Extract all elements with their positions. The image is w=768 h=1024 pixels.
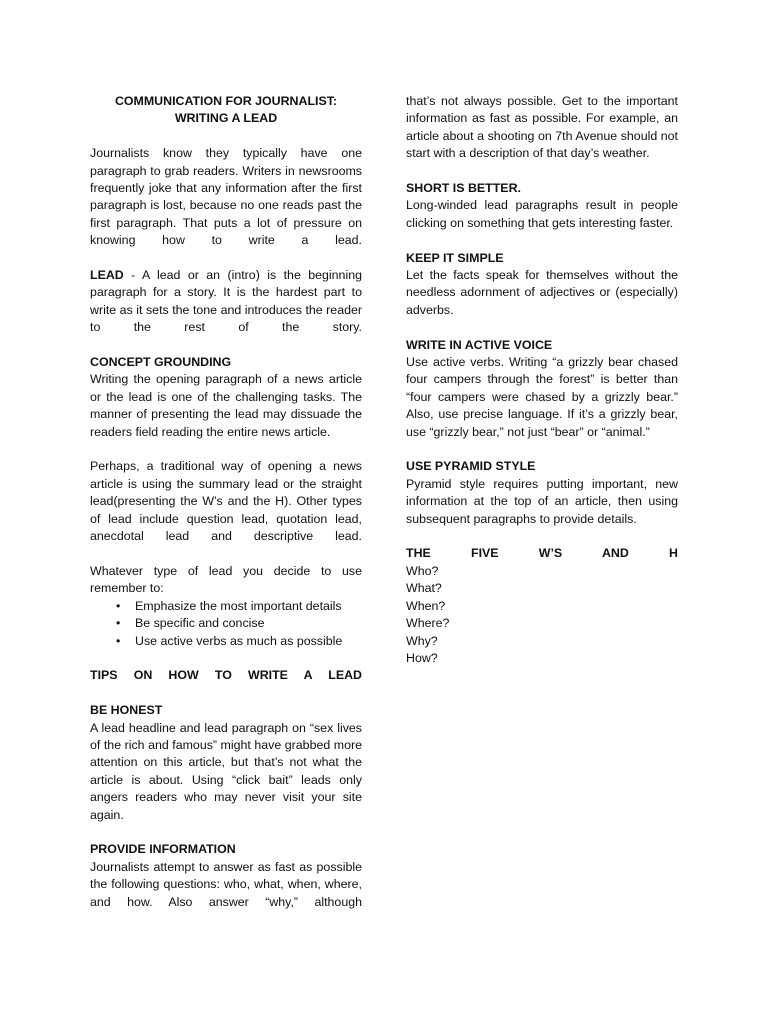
active-voice-paragraph: Use active verbs. Writing “a grizzly bear chased four campers through the forest” is better than “four campers were chased by a grizzly bear.” Also, use precise language. If it’s a grizzly bear, use “grizzly bear,” not just “bear” or “animal.” bbox=[406, 355, 678, 439]
short-is-better-heading: SHORT IS BETTER. bbox=[406, 181, 521, 196]
bullet-glyph: • bbox=[116, 598, 121, 613]
list-item: Where? bbox=[406, 616, 450, 631]
bullet-glyph: • bbox=[116, 616, 121, 631]
right-column bbox=[406, 93, 678, 667]
lead-term: LEAD bbox=[90, 268, 124, 283]
provide-information-paragraph-part2: that’s not always possible. Get to the important information as fast as possible. For example, an article about a shooting on 7th Avenue should not start with a description of that day’s weather. bbox=[406, 94, 678, 161]
whatever-paragraph: Whatever type of lead you decide to use remember to: bbox=[90, 563, 362, 596]
intro-paragraph: Journalists know they typically have one paragraph to grab readers. Writers in newsrooms frequently joke that any information after the first paragraph is lost, because no one reads past the first paragraph. That puts a lot of pressure on knowing how to write a lead. bbox=[90, 146, 362, 248]
short-is-better-paragraph: Long-winded lead paragraphs result in people clicking on something that gets interesting faster. bbox=[406, 198, 678, 230]
concept-paragraph-2: Perhaps, a traditional way of opening a news article is using the summary lead or the straight lead(presenting the W’s and the H). Other types of lead include question lead, quotation lead, anecdotal lead and descriptive lead. bbox=[90, 459, 362, 544]
provide-information-paragraph-part1: Journalists attempt to answer as fast as possible the following questions: who, what, when, where, and how. Also answer “why,” although bbox=[90, 859, 362, 909]
reminder-bullet-list bbox=[90, 598, 362, 650]
left-column bbox=[90, 93, 362, 911]
keep-it-simple-paragraph: Let the facts speak for themselves without the needless adornment of adjectives or (especially) adverbs. bbox=[406, 268, 678, 317]
bullet-glyph: • bbox=[116, 633, 121, 648]
list-item: Who? bbox=[406, 563, 439, 578]
provide-information-heading: PROVIDE INFORMATION bbox=[90, 842, 236, 857]
keep-it-simple-heading: KEEP IT SIMPLE bbox=[406, 250, 504, 265]
document-title-line2: WRITING A LEAD bbox=[174, 111, 278, 126]
pyramid-style-heading: USE PYRAMID STYLE bbox=[406, 459, 536, 474]
concept-paragraph-1: Writing the opening paragraph of a news article or the lead is one of the challenging tasks. The manner of presenting the lead may dissuade the readers field reading the entire news article. bbox=[90, 372, 362, 439]
concept-grounding-heading: CONCEPT GROUNDING bbox=[90, 355, 232, 370]
active-voice-heading: WRITE IN ACTIVE VOICE bbox=[406, 337, 553, 352]
five-ws-list bbox=[406, 563, 678, 667]
document-title-line1: COMMUNICATION FOR JOURNALIST: bbox=[114, 94, 338, 108]
list-item: Why? bbox=[406, 633, 438, 648]
list-item: What? bbox=[406, 581, 442, 596]
list-item: • Emphasize the most important details bbox=[90, 598, 362, 615]
tips-heading: TIPS ON HOW TO WRITE A LEAD bbox=[90, 668, 362, 683]
be-honest-paragraph: A lead headline and lead paragraph on “sex lives of the rich and famous” might have grabbed more attention on this article, but that’s not what the article is about. Using “click bait” leads only angers readers who may never visit your site again. bbox=[90, 720, 362, 822]
lead-definition-paragraph bbox=[90, 267, 362, 337]
list-item: How? bbox=[406, 650, 438, 665]
five-ws-heading: THE FIVE W’S AND H bbox=[406, 546, 678, 561]
list-item: • Be specific and concise bbox=[90, 615, 362, 632]
lead-definition-text: - A lead or an (intro) is the beginning paragraph for a story. It is the hardest part to write as it sets the tone and introduces the reader to the rest of the story. bbox=[90, 268, 362, 335]
be-honest-heading: BE HONEST bbox=[90, 703, 163, 718]
list-item: When? bbox=[406, 598, 446, 613]
list-item: • Use active verbs as much as possible bbox=[90, 633, 362, 650]
pyramid-style-paragraph: Pyramid style requires putting important, new information at the top of an article, then using subsequent paragraphs to provide details. bbox=[406, 476, 678, 526]
